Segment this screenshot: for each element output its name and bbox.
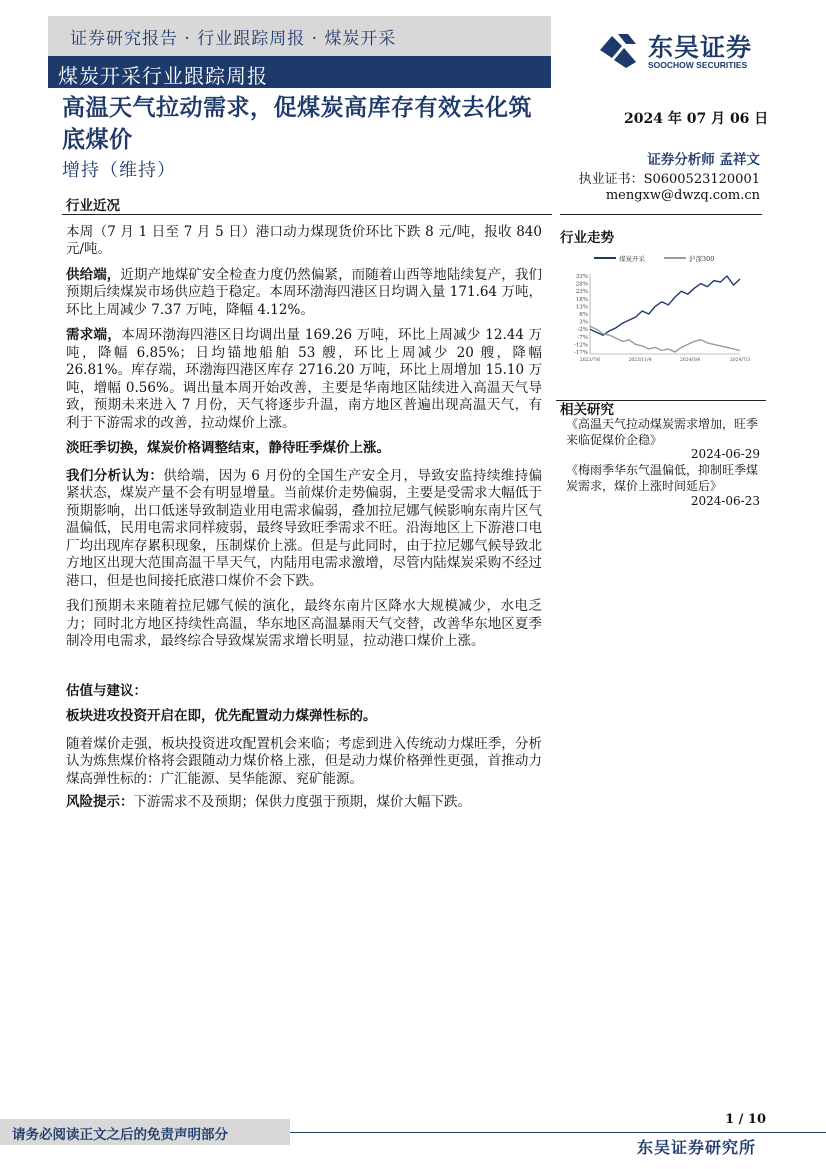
paragraph-recommend: 随着煤价走强，板块投资进攻配置机会来临；考虑到进入传统动力煤旺季，分析认为炼焦煤价格将会跟随动力煤价格上涨，但是动力煤价格弹性更强，首推动力煤高弹性标的：广汇能源、昊华能源、兖矿能源。 (66, 735, 542, 787)
demand-label: 需求端， (66, 327, 122, 343)
divider-right (560, 214, 762, 215)
y-tick-label: 3% (579, 319, 588, 326)
y-tick-label: 33% (575, 274, 588, 280)
soochow-logo (596, 30, 776, 74)
breadcrumb: 证券研究报告 · 行业跟踪周报 · 煤炭开采 (70, 29, 397, 49)
analyst-name: 孟祥文 (719, 152, 760, 168)
logo-name-cn: 东吴证券 (648, 33, 753, 62)
risk-text: 下游需求不及预期；保供力度强于预期，煤价大幅下跌。 (133, 794, 471, 810)
paragraph-demand (66, 327, 542, 432)
y-tick-label: -12% (573, 342, 588, 349)
analyst-cert: 执业证书：S0600523120001 (578, 172, 760, 187)
paragraph-price: 本周（7 月 1 日至 7 月 5 日）港口动力煤现货价环比下跌 8 元/吨，报收 840 元/吨。 (66, 223, 542, 257)
related-title: 相关研究 (560, 402, 614, 418)
paragraph-outlook: 我们预期未来随着拉尼娜气候的演化，最终东南片区降水大规模减少，水电乏力；同时北方地区持续性高温，华东地区高温暴雨天气交替，改善华东地区夏季制冷用电需求，最终综合导致煤炭需求增长明显，拉动港口煤价上涨。 (66, 598, 542, 649)
section-title-recent: 行业近况 (66, 198, 120, 214)
paragraph-analysis (66, 468, 542, 591)
x-tick-label: 2024/7/3 (729, 358, 751, 363)
demand-text: 本周环渤海四港区日均调出量 169.26 万吨，环比上周减少 12.44 万吨，降幅 6.85%；日均锚地船舶 53 艘，环比上周减少 20 艘，降幅 26.81%。库存端，环渤海四港区库存 2716.20 万吨，环比上周增加 15.10 万吨，增幅 0.56%。调出量本周开始改善，主要是华南地区陆续进入高温天气导致，预期未来进入 7 月份，天气将逐步升温，南方地区普遍出现高温天气，有利于下游需求的改善，拉动煤价上涨。 (66, 327, 542, 431)
x-tick-label: 2023/11/4 (628, 358, 652, 363)
legend-label: 煤炭开采 (619, 255, 645, 263)
section-title-valuation: 估值与建议： (66, 682, 147, 699)
logo-name-en: SOOCHOW SECURITIES (648, 60, 748, 70)
y-tick-label: 8% (579, 312, 588, 318)
analyst-role: 证券分析师 (647, 152, 715, 168)
report-type-band (48, 56, 551, 88)
main-body (66, 198, 542, 812)
logo-mark-icon (596, 30, 640, 70)
related-item-date: 2024-06-29 (690, 447, 760, 461)
analysis-text: 供给端，因为 6 月份的全国生产安全月，导致安监持续维持偏紧状态，煤炭产量不会有明显增量。当前煤价走势偏弱，主要是受需求大幅低于预期影响，出口低迷导致制造业用电需求偏弱，叠加拉尼娜气候影响东南片区气温偏低，民用电需求同样疲弱，最终导致旺季需求不旺。沿海地区上下游港口电厂均出现库存累积现象，压制煤价上涨。但是与此同时，由于拉尼娜气候导致北方地区出现大范围高温干旱天气，内陆用电需求激增，尽管内陆煤炭采购不经过港口，但是也间接托底港口煤价不会下跌。 (66, 467, 543, 589)
y-tick-label: -2% (577, 327, 588, 334)
x-tick-label: 2024/3/4 (679, 358, 701, 363)
industry-trend-chart (562, 248, 767, 370)
rating: 增持（维持） (62, 160, 176, 181)
analyst-email[interactable]: mengxw@dwzq.com.cn (605, 188, 760, 203)
legend-label: 沪深300 (689, 255, 715, 263)
report-date: 2024 年 07 月 06 日 (624, 111, 769, 127)
institute-name: 东吴证券研究所 (636, 1138, 756, 1157)
analyst-line (647, 148, 760, 168)
related-item-title[interactable]: 《梅雨季华东气温偏低，抑制旺季煤炭需求，煤价上涨时间延后》 (566, 463, 759, 493)
disclaimer-band (0, 1119, 290, 1145)
related-item-title[interactable]: 《高温天气拉动煤炭需求增加，旺季来临促煤价企稳》 (566, 417, 759, 447)
supply-label: 供给端， (66, 266, 121, 283)
disclaimer-text: 请务必阅读正文之后的免责声明部分 (12, 1127, 228, 1143)
y-tick-label: 18% (575, 296, 588, 303)
x-tick-label: 2023/7/6 (579, 358, 601, 363)
series-line (590, 276, 740, 335)
highlight-season: 淡旺季切换，煤炭价格调整结束，静待旺季煤价上涨。 (66, 440, 390, 456)
report-type: 煤炭开采行业跟踪周报 (58, 64, 268, 88)
highlight-allocation: 板块进攻投资开启在即，优先配置动力煤弹性标的。 (66, 708, 377, 724)
paragraph-supply (66, 267, 542, 320)
top-banner (48, 16, 551, 88)
trend-title: 行业走势 (560, 230, 614, 246)
paragraph-risk (66, 794, 542, 812)
y-tick-label: -17% (573, 350, 588, 356)
risk-label: 风险提示： (66, 794, 134, 810)
report-title: 高温天气拉动需求，促煤炭高库存有效去化筑底煤价 (62, 94, 532, 153)
page-number: 1 / 10 (725, 1112, 766, 1127)
y-tick-label: -7% (577, 334, 588, 341)
supply-text: 近期产地煤矿安全检查力度仍然偏紧，而随着山西等地陆续复产，我们预期后续煤炭市场供应趋于稳定。本周环渤海四港区日均调入量 171.64 万吨，环比上周减少 7.37 万吨，降幅 4.12%。 (66, 266, 543, 318)
analysis-label: 我们分析认为： (66, 467, 164, 484)
related-item-date: 2024-06-23 (690, 494, 760, 508)
y-tick-label: 23% (575, 289, 588, 296)
y-tick-label: 13% (575, 304, 588, 311)
y-tick-label: 28% (575, 281, 588, 288)
